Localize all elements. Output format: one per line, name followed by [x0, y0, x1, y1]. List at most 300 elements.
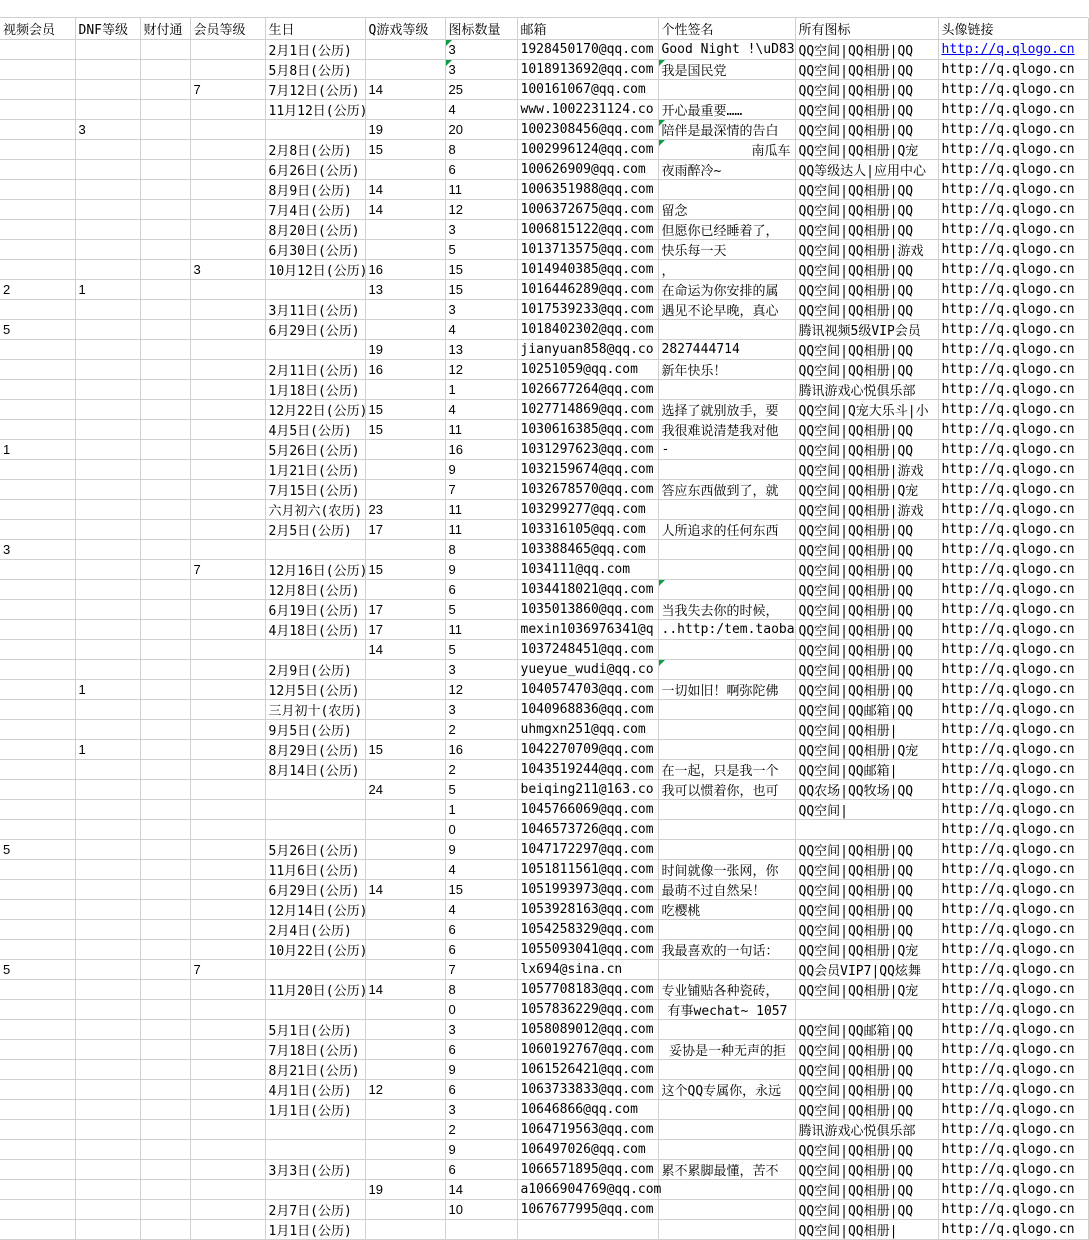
cell-tenpay[interactable]	[140, 879, 190, 899]
cell-dnf-level[interactable]	[75, 1179, 140, 1199]
cell-email[interactable]: 1031297623@qq.com	[517, 439, 658, 459]
cell-birthday[interactable]: 7月4日(公历)	[265, 199, 365, 219]
cell-signature[interactable]: 妥协是一种无声的拒	[658, 1039, 795, 1059]
cell-dnf-level[interactable]	[75, 599, 140, 619]
cell-qgame-level[interactable]: 17	[365, 599, 445, 619]
cell-birthday[interactable]: 2月5日(公历)	[265, 519, 365, 539]
cell-signature[interactable]: 有事wechat~ 1057	[658, 999, 795, 1019]
cell-all-icons[interactable]: QQ空间|QQ相册|QQ	[795, 639, 938, 659]
cell-dnf-level[interactable]	[75, 319, 140, 339]
cell-avatar-link[interactable]: http://q.qlogo.cn	[938, 859, 1088, 879]
cell-all-icons[interactable]: QQ空间|QQ相册|QQ	[795, 679, 938, 699]
cell-all-icons[interactable]: QQ空间|QQ邮箱|QQ	[795, 699, 938, 719]
cell-tenpay[interactable]	[140, 1159, 190, 1179]
cell-qgame-level[interactable]	[365, 219, 445, 239]
cell-birthday[interactable]: 8月20日(公历)	[265, 219, 365, 239]
cell-email[interactable]: 1013713575@qq.com	[517, 239, 658, 259]
cell-video-vip[interactable]	[0, 419, 75, 439]
cell-all-icons[interactable]: QQ空间|QQ相册|游戏	[795, 459, 938, 479]
cell-all-icons[interactable]: QQ空间|QQ相册|QQ	[795, 259, 938, 279]
cell-dnf-level[interactable]	[75, 79, 140, 99]
cell-all-icons[interactable]: QQ空间|QQ相册|QQ	[795, 339, 938, 359]
cell-avatar-link[interactable]: http://q.qlogo.cn	[938, 979, 1088, 999]
cell-icon-count[interactable]: 6	[445, 1159, 517, 1179]
cell-vip-level[interactable]: 7	[190, 559, 265, 579]
cell-tenpay[interactable]	[140, 459, 190, 479]
cell-email[interactable]: 1035013860@qq.com	[517, 599, 658, 619]
cell-email[interactable]: 1057708183@qq.com	[517, 979, 658, 999]
cell-tenpay[interactable]	[140, 859, 190, 879]
cell-dnf-level[interactable]	[75, 139, 140, 159]
cell-birthday[interactable]: 3月3日(公历)	[265, 1159, 365, 1179]
cell-birthday[interactable]: 11月6日(公历)	[265, 859, 365, 879]
cell-all-icons[interactable]: QQ空间|QQ相册|QQ	[795, 79, 938, 99]
cell-email[interactable]: 1047172297@qq.com	[517, 839, 658, 859]
cell-signature[interactable]: 陪伴是最深情的告白	[658, 119, 795, 139]
cell-email[interactable]: 1014940385@qq.com	[517, 259, 658, 279]
cell-avatar-link[interactable]: http://q.qlogo.cn	[938, 439, 1088, 459]
cell-tenpay[interactable]	[140, 39, 190, 59]
cell-dnf-level[interactable]	[75, 1059, 140, 1079]
cell-vip-level[interactable]: 3	[190, 259, 265, 279]
cell-dnf-level[interactable]: 1	[75, 679, 140, 699]
cell-dnf-level[interactable]	[75, 939, 140, 959]
cell-birthday[interactable]: 9月5日(公历)	[265, 719, 365, 739]
cell-vip-level[interactable]	[190, 399, 265, 419]
cell-signature[interactable]	[658, 699, 795, 719]
cell-signature[interactable]: 人所追求的任何东西	[658, 519, 795, 539]
cell-qgame-level[interactable]: 15	[365, 559, 445, 579]
cell-signature[interactable]: 开心最重要……	[658, 99, 795, 119]
cell-all-icons[interactable]: QQ空间|Q宠大乐斗|小	[795, 399, 938, 419]
cell-icon-count[interactable]: 8	[445, 139, 517, 159]
cell-all-icons[interactable]: QQ空间|QQ相册|QQ	[795, 919, 938, 939]
cell-qgame-level[interactable]	[365, 379, 445, 399]
cell-avatar-link[interactable]: http://q.qlogo.cn	[938, 259, 1088, 279]
cell-tenpay[interactable]	[140, 659, 190, 679]
cell-qgame-level[interactable]	[365, 1039, 445, 1059]
cell-avatar-link[interactable]: http://q.qlogo.cn	[938, 799, 1088, 819]
cell-qgame-level[interactable]	[365, 819, 445, 839]
cell-signature[interactable]: Good Night !\uD83	[658, 39, 795, 59]
cell-dnf-level[interactable]	[75, 299, 140, 319]
cell-tenpay[interactable]	[140, 719, 190, 739]
cell-birthday[interactable]	[265, 999, 365, 1019]
cell-dnf-level[interactable]	[75, 219, 140, 239]
cell-all-icons[interactable]: QQ空间|	[795, 799, 938, 819]
cell-all-icons[interactable]: QQ空间|QQ相册|游戏	[795, 499, 938, 519]
cell-signature[interactable]	[658, 539, 795, 559]
cell-signature[interactable]: 我可以惯着你，也可	[658, 779, 795, 799]
cell-avatar-link[interactable]: http://q.qlogo.cn	[938, 1199, 1088, 1219]
cell-avatar-link[interactable]: http://q.qlogo.cn	[938, 819, 1088, 839]
cell-avatar-link[interactable]: http://q.qlogo.cn	[938, 299, 1088, 319]
cell-avatar-link[interactable]: http://q.qlogo.cn	[938, 239, 1088, 259]
cell-qgame-level[interactable]	[365, 959, 445, 979]
cell-avatar-link[interactable]: http://q.qlogo.cn	[938, 659, 1088, 679]
cell-qgame-level[interactable]	[365, 939, 445, 959]
cell-video-vip[interactable]	[0, 919, 75, 939]
cell-qgame-level[interactable]	[365, 1019, 445, 1039]
cell-vip-level[interactable]	[190, 779, 265, 799]
cell-signature[interactable]	[658, 919, 795, 939]
cell-dnf-level[interactable]	[75, 719, 140, 739]
cell-tenpay[interactable]	[140, 679, 190, 699]
cell-signature[interactable]	[658, 1199, 795, 1219]
cell-vip-level[interactable]	[190, 719, 265, 739]
cell-all-icons[interactable]: QQ空间|QQ相册|QQ	[795, 559, 938, 579]
cell-tenpay[interactable]	[140, 1099, 190, 1119]
cell-video-vip[interactable]	[0, 519, 75, 539]
cell-email[interactable]: www.1002231124.co	[517, 99, 658, 119]
cell-all-icons[interactable]: QQ空间|QQ相册|QQ	[795, 599, 938, 619]
cell-tenpay[interactable]	[140, 1119, 190, 1139]
cell-signature[interactable]: 选择了就别放手，要	[658, 399, 795, 419]
cell-all-icons[interactable]: QQ空间|QQ相册|Q宠	[795, 939, 938, 959]
cell-all-icons[interactable]: QQ空间|QQ相册|QQ	[795, 299, 938, 319]
cell-avatar-link[interactable]: http://q.qlogo.cn	[938, 159, 1088, 179]
cell-dnf-level[interactable]	[75, 1019, 140, 1039]
cell-dnf-level[interactable]	[75, 919, 140, 939]
cell-dnf-level[interactable]	[75, 659, 140, 679]
cell-video-vip[interactable]	[0, 1099, 75, 1119]
cell-avatar-link[interactable]: http://q.qlogo.cn	[938, 899, 1088, 919]
cell-icon-count[interactable]: 15	[445, 259, 517, 279]
cell-tenpay[interactable]	[140, 699, 190, 719]
cell-all-icons[interactable]: 腾讯视频5级VIP会员	[795, 319, 938, 339]
cell-dnf-level[interactable]	[75, 519, 140, 539]
cell-all-icons[interactable]: QQ空间|QQ相册|QQ	[795, 659, 938, 679]
cell-birthday[interactable]: 8月14日(公历)	[265, 759, 365, 779]
cell-icon-count[interactable]: 16	[445, 739, 517, 759]
cell-video-vip[interactable]	[0, 139, 75, 159]
cell-email[interactable]: 1043519244@qq.com	[517, 759, 658, 779]
cell-vip-level[interactable]	[190, 239, 265, 259]
cell-tenpay[interactable]	[140, 1019, 190, 1039]
cell-icon-count[interactable]: 2	[445, 759, 517, 779]
cell-qgame-level[interactable]	[365, 59, 445, 79]
cell-icon-count[interactable]: 7	[445, 959, 517, 979]
cell-birthday[interactable]	[265, 1139, 365, 1159]
cell-qgame-level[interactable]	[365, 459, 445, 479]
cell-email[interactable]: 1016446289@qq.com	[517, 279, 658, 299]
cell-all-icons[interactable]: QQ空间|QQ相册|QQ	[795, 219, 938, 239]
cell-dnf-level[interactable]	[75, 859, 140, 879]
cell-video-vip[interactable]	[0, 979, 75, 999]
cell-icon-count[interactable]: 0	[445, 819, 517, 839]
cell-qgame-level[interactable]: 14	[365, 979, 445, 999]
cell-signature[interactable]	[658, 79, 795, 99]
cell-email[interactable]: 100626909@qq.com	[517, 159, 658, 179]
cell-vip-level[interactable]	[190, 519, 265, 539]
cell-all-icons[interactable]: 腾讯游戏心悦俱乐部	[795, 1119, 938, 1139]
cell-icon-count[interactable]: 1	[445, 799, 517, 819]
cell-signature[interactable]	[658, 459, 795, 479]
cell-birthday[interactable]: 6月29日(公历)	[265, 319, 365, 339]
cell-video-vip[interactable]	[0, 1059, 75, 1079]
cell-signature[interactable]: 夜雨醉冷~	[658, 159, 795, 179]
cell-dnf-level[interactable]	[75, 379, 140, 399]
cell-icon-count[interactable]: 3	[445, 39, 517, 59]
cell-qgame-level[interactable]	[365, 239, 445, 259]
cell-video-vip[interactable]	[0, 299, 75, 319]
cell-birthday[interactable]: 8月9日(公历)	[265, 179, 365, 199]
cell-avatar-link[interactable]: http://q.qlogo.cn	[938, 999, 1088, 1019]
cell-email[interactable]: 106497026@qq.com	[517, 1139, 658, 1159]
cell-qgame-level[interactable]	[365, 759, 445, 779]
cell-avatar-link[interactable]: http://q.qlogo.cn	[938, 59, 1088, 79]
cell-email[interactable]: 1051811561@qq.com	[517, 859, 658, 879]
cell-signature[interactable]: 这个QQ专属你，永远	[658, 1079, 795, 1099]
cell-email[interactable]: 1042270709@qq.com	[517, 739, 658, 759]
cell-email[interactable]: 1002996124@qq.com	[517, 139, 658, 159]
column-header-birthday[interactable]: 生日	[265, 18, 365, 39]
cell-signature[interactable]	[658, 1139, 795, 1159]
cell-video-vip[interactable]	[0, 159, 75, 179]
cell-email[interactable]: 1017539233@qq.com	[517, 299, 658, 319]
cell-birthday[interactable]: 12月14日(公历)	[265, 899, 365, 919]
cell-video-vip[interactable]	[0, 619, 75, 639]
cell-birthday[interactable]: 1月1日(公历)	[265, 1099, 365, 1119]
cell-video-vip[interactable]	[0, 579, 75, 599]
cell-qgame-level[interactable]	[365, 899, 445, 919]
cell-signature[interactable]	[658, 1019, 795, 1039]
cell-avatar-link[interactable]: http://q.qlogo.cn	[938, 199, 1088, 219]
cell-vip-level[interactable]	[190, 879, 265, 899]
cell-birthday[interactable]: 7月15日(公历)	[265, 479, 365, 499]
cell-icon-count[interactable]: 2	[445, 1119, 517, 1139]
cell-signature[interactable]: 我是国民党	[658, 59, 795, 79]
cell-qgame-level[interactable]: 14	[365, 79, 445, 99]
cell-video-vip[interactable]	[0, 199, 75, 219]
cell-video-vip[interactable]	[0, 739, 75, 759]
cell-dnf-level[interactable]	[75, 1119, 140, 1139]
cell-video-vip[interactable]	[0, 1219, 75, 1239]
cell-all-icons[interactable]: QQ空间|QQ相册|Q宠	[795, 479, 938, 499]
cell-tenpay[interactable]	[140, 319, 190, 339]
cell-signature[interactable]: 2827444714	[658, 339, 795, 359]
cell-signature[interactable]	[658, 959, 795, 979]
cell-avatar-link[interactable]: http://q.qlogo.cn	[938, 1019, 1088, 1039]
cell-vip-level[interactable]	[190, 659, 265, 679]
cell-vip-level[interactable]	[190, 339, 265, 359]
cell-vip-level[interactable]	[190, 1219, 265, 1239]
cell-tenpay[interactable]	[140, 139, 190, 159]
cell-video-vip[interactable]	[0, 359, 75, 379]
cell-qgame-level[interactable]	[365, 1119, 445, 1139]
cell-qgame-level[interactable]: 15	[365, 419, 445, 439]
cell-avatar-link[interactable]: http://q.qlogo.cn	[938, 779, 1088, 799]
cell-signature[interactable]	[658, 559, 795, 579]
cell-avatar-link[interactable]: http://q.qlogo.cn	[938, 479, 1088, 499]
cell-all-icons[interactable]: QQ空间|QQ相册|	[795, 1219, 938, 1239]
cell-signature[interactable]	[658, 1219, 795, 1239]
column-header-email[interactable]: 邮箱	[517, 18, 658, 39]
cell-email[interactable]: 1053928163@qq.com	[517, 899, 658, 919]
cell-icon-count[interactable]: 3	[445, 1019, 517, 1039]
cell-birthday[interactable]: 5月8日(公历)	[265, 59, 365, 79]
cell-icon-count[interactable]: 25	[445, 79, 517, 99]
cell-icon-count[interactable]: 20	[445, 119, 517, 139]
cell-dnf-level[interactable]	[75, 1139, 140, 1159]
cell-signature[interactable]: 累不累脚最懂，苦不	[658, 1159, 795, 1179]
cell-birthday[interactable]: 8月21日(公历)	[265, 1059, 365, 1079]
cell-signature[interactable]	[658, 579, 795, 599]
cell-email[interactable]: 103388465@qq.com	[517, 539, 658, 559]
cell-qgame-level[interactable]	[365, 699, 445, 719]
cell-all-icons[interactable]: QQ空间|QQ相册|QQ	[795, 1139, 938, 1159]
cell-all-icons[interactable]: QQ空间|QQ相册|QQ	[795, 179, 938, 199]
cell-avatar-link[interactable]: http://q.qlogo.cn	[938, 339, 1088, 359]
cell-video-vip[interactable]	[0, 819, 75, 839]
cell-signature[interactable]	[658, 639, 795, 659]
cell-qgame-level[interactable]	[365, 659, 445, 679]
cell-all-icons[interactable]: QQ空间|QQ相册|QQ	[795, 439, 938, 459]
cell-birthday[interactable]: 12月16日(公历)	[265, 559, 365, 579]
cell-birthday[interactable]: 4月5日(公历)	[265, 419, 365, 439]
cell-dnf-level[interactable]	[75, 499, 140, 519]
cell-video-vip[interactable]	[0, 599, 75, 619]
cell-vip-level[interactable]	[190, 499, 265, 519]
cell-qgame-level[interactable]	[365, 1059, 445, 1079]
cell-all-icons[interactable]: QQ空间|QQ相册|QQ	[795, 519, 938, 539]
cell-email[interactable]: 1066571895@qq.com	[517, 1159, 658, 1179]
cell-email[interactable]: 1046573726@qq.com	[517, 819, 658, 839]
cell-vip-level[interactable]	[190, 39, 265, 59]
cell-video-vip[interactable]	[0, 1119, 75, 1139]
cell-signature[interactable]: 吃樱桃	[658, 899, 795, 919]
cell-tenpay[interactable]	[140, 399, 190, 419]
cell-icon-count[interactable]: 4	[445, 99, 517, 119]
cell-tenpay[interactable]	[140, 219, 190, 239]
cell-email[interactable]: 1045766069@qq.com	[517, 799, 658, 819]
cell-video-vip[interactable]: 1	[0, 439, 75, 459]
cell-dnf-level[interactable]	[75, 579, 140, 599]
cell-dnf-level[interactable]	[75, 639, 140, 659]
cell-birthday[interactable]: 5月26日(公历)	[265, 839, 365, 859]
cell-video-vip[interactable]: 5	[0, 959, 75, 979]
cell-signature[interactable]: 时间就像一张网，你	[658, 859, 795, 879]
cell-signature[interactable]: ..http:/tem.taoba	[658, 619, 795, 639]
cell-vip-level[interactable]	[190, 919, 265, 939]
cell-vip-level[interactable]	[190, 599, 265, 619]
cell-email[interactable]: 1032678570@qq.com	[517, 479, 658, 499]
cell-vip-level[interactable]	[190, 199, 265, 219]
cell-birthday[interactable]: 5月1日(公历)	[265, 1019, 365, 1039]
cell-signature[interactable]: 专业铺贴各种瓷砖，	[658, 979, 795, 999]
cell-birthday[interactable]: 6月26日(公历)	[265, 159, 365, 179]
cell-avatar-link[interactable]: http://q.qlogo.cn	[938, 1139, 1088, 1159]
cell-email[interactable]: 1055093041@qq.com	[517, 939, 658, 959]
cell-tenpay[interactable]	[140, 379, 190, 399]
cell-birthday[interactable]: 12月8日(公历)	[265, 579, 365, 599]
cell-birthday[interactable]: 11月20日(公历)	[265, 979, 365, 999]
cell-qgame-level[interactable]: 16	[365, 259, 445, 279]
cell-dnf-level[interactable]	[75, 199, 140, 219]
cell-qgame-level[interactable]: 19	[365, 1179, 445, 1199]
cell-vip-level[interactable]	[190, 139, 265, 159]
cell-video-vip[interactable]	[0, 659, 75, 679]
cell-icon-count[interactable]: 4	[445, 899, 517, 919]
cell-signature[interactable]	[658, 819, 795, 839]
cell-avatar-link[interactable]: http://q.qlogo.cn	[938, 119, 1088, 139]
cell-vip-level[interactable]	[190, 219, 265, 239]
cell-email[interactable]: 1032159674@qq.com	[517, 459, 658, 479]
cell-signature[interactable]	[658, 179, 795, 199]
cell-birthday[interactable]	[265, 779, 365, 799]
cell-signature[interactable]	[658, 839, 795, 859]
cell-email[interactable]: 1034111@qq.com	[517, 559, 658, 579]
cell-avatar-link[interactable]: http://q.qlogo.cn	[938, 279, 1088, 299]
cell-video-vip[interactable]: 2	[0, 279, 75, 299]
cell-dnf-level[interactable]: 1	[75, 739, 140, 759]
cell-vip-level[interactable]	[190, 639, 265, 659]
cell-all-icons[interactable]: QQ空间|QQ相册|游戏	[795, 239, 938, 259]
cell-qgame-level[interactable]	[365, 539, 445, 559]
cell-signature[interactable]: 一切如旧！啊弥陀佛	[658, 679, 795, 699]
cell-birthday[interactable]: 8月29日(公历)	[265, 739, 365, 759]
cell-avatar-link[interactable]: http://q.qlogo.cn	[938, 1039, 1088, 1059]
cell-email[interactable]: beiqing211@163.co	[517, 779, 658, 799]
cell-video-vip[interactable]	[0, 459, 75, 479]
cell-all-icons[interactable]: QQ空间|QQ相册|QQ	[795, 199, 938, 219]
cell-tenpay[interactable]	[140, 799, 190, 819]
cell-vip-level[interactable]	[190, 859, 265, 879]
cell-tenpay[interactable]	[140, 299, 190, 319]
cell-birthday[interactable]: 4月18日(公历)	[265, 619, 365, 639]
cell-tenpay[interactable]	[140, 199, 190, 219]
cell-video-vip[interactable]	[0, 899, 75, 919]
cell-icon-count[interactable]: 11	[445, 419, 517, 439]
cell-qgame-level[interactable]: 14	[365, 879, 445, 899]
cell-birthday[interactable]: 6月19日(公历)	[265, 599, 365, 619]
cell-video-vip[interactable]	[0, 1179, 75, 1199]
cell-vip-level[interactable]	[190, 1079, 265, 1099]
cell-dnf-level[interactable]	[75, 1159, 140, 1179]
cell-all-icons[interactable]: QQ空间|QQ相册|	[795, 719, 938, 739]
cell-avatar-link[interactable]: http://q.qlogo.cn	[938, 1179, 1088, 1199]
cell-signature[interactable]: 答应东西做到了，就	[658, 479, 795, 499]
cell-dnf-level[interactable]: 3	[75, 119, 140, 139]
cell-icon-count[interactable]: 3	[445, 659, 517, 679]
cell-avatar-link[interactable]: http://q.qlogo.cn	[938, 519, 1088, 539]
cell-icon-count[interactable]: 13	[445, 339, 517, 359]
cell-birthday[interactable]: 10月12日(公历)	[265, 259, 365, 279]
cell-qgame-level[interactable]: 23	[365, 499, 445, 519]
cell-video-vip[interactable]	[0, 339, 75, 359]
cell-qgame-level[interactable]	[365, 719, 445, 739]
cell-icon-count[interactable]: 12	[445, 199, 517, 219]
cell-qgame-level[interactable]	[365, 1219, 445, 1239]
cell-avatar-link[interactable]: http://q.qlogo.cn	[938, 1119, 1088, 1139]
cell-vip-level[interactable]	[190, 479, 265, 499]
cell-qgame-level[interactable]	[365, 1159, 445, 1179]
cell-icon-count[interactable]: 11	[445, 619, 517, 639]
cell-avatar-link[interactable]: http://q.qlogo.cn	[938, 99, 1088, 119]
cell-video-vip[interactable]	[0, 939, 75, 959]
cell-birthday[interactable]: 6月30日(公历)	[265, 239, 365, 259]
cell-dnf-level[interactable]	[75, 619, 140, 639]
cell-qgame-level[interactable]: 17	[365, 519, 445, 539]
cell-icon-count[interactable]: 5	[445, 599, 517, 619]
cell-video-vip[interactable]	[0, 239, 75, 259]
cell-icon-count[interactable]: 3	[445, 219, 517, 239]
column-header-avatar-link[interactable]: 头像链接	[938, 18, 1088, 39]
cell-email[interactable]: 1034418021@qq.com	[517, 579, 658, 599]
cell-birthday[interactable]: 1月21日(公历)	[265, 459, 365, 479]
cell-tenpay[interactable]	[140, 79, 190, 99]
cell-birthday[interactable]	[265, 799, 365, 819]
